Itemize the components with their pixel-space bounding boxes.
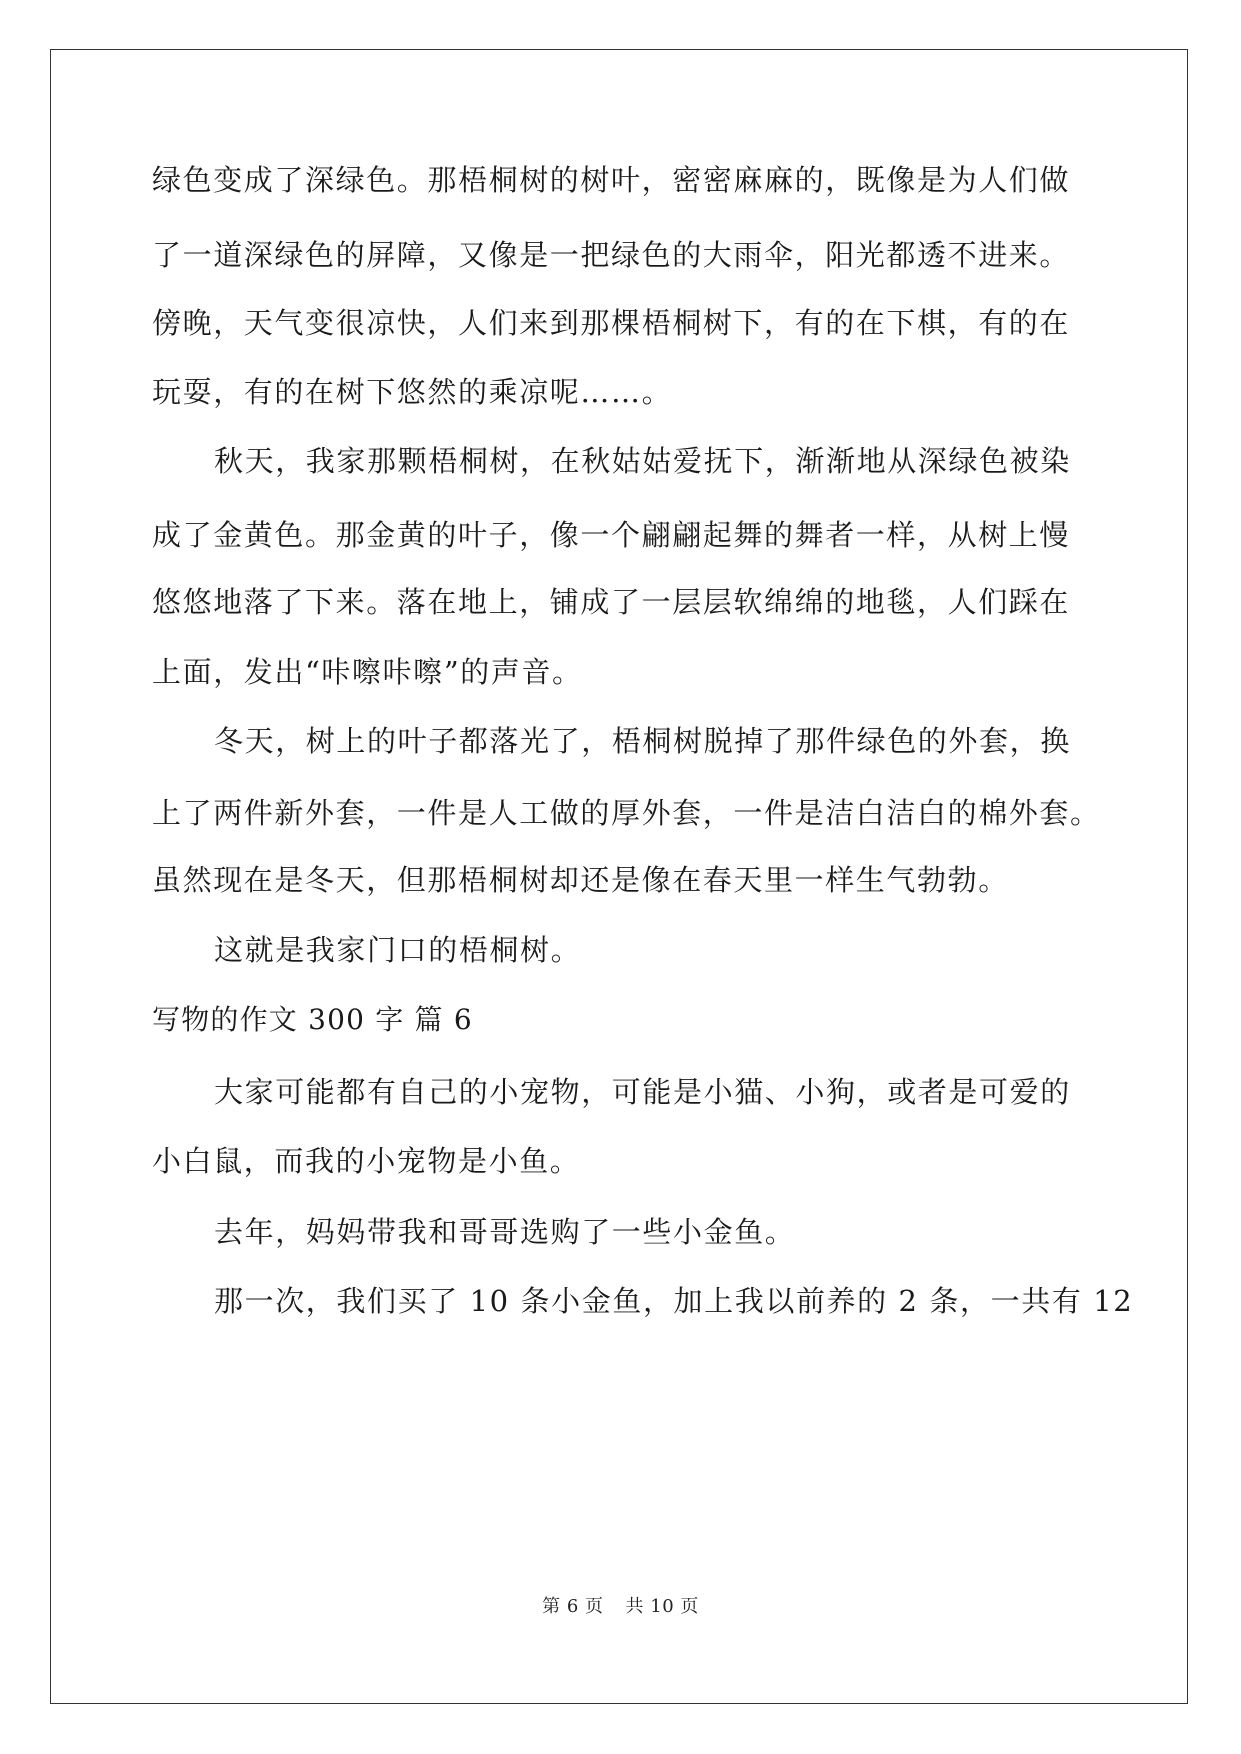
text-line: 虽然现在是冬天，但那梧桐树却还是像在春天里一样生气勃勃。 [152,863,1009,897]
text-line: 玩耍，有的在树下悠然的乘凉呢……。 [152,375,673,409]
text-line: 上面，发出“咔嚓咔嚓”的声音。 [152,655,583,689]
text-line: 成了金黄色。那金黄的叶子，像一个翩翩起舞的舞者一样，从树上慢 [152,518,1071,552]
text-line: 傍晚，天气变很凉快，人们来到那棵梧桐树下，有的在下棋，有的在 [152,306,1071,340]
text-line: 秋天，我家那颗梧桐树，在秋姑姑爱抚下，渐渐地从深绿色被染 [214,444,1071,478]
text-line: 上了两件新外套，一件是人工做的厚外套，一件是洁白洁白的棉外套。 [152,796,1101,830]
text-line: 这就是我家门口的梧桐树。 [214,933,582,967]
text-line: 悠悠地落了下来。落在地上，铺成了一层层软绵绵的地毯，人们踩在 [152,585,1071,619]
text-line: 绿色变成了深绿色。那梧桐树的树叶，密密麻麻的，既像是为人们做 [152,163,1071,197]
text-line: 冬天，树上的叶子都落光了，梧桐树脱掉了那件绿色的外套，换 [214,724,1071,758]
text-line: 那一次，我们买了 10 条小金鱼，加上我以前养的 2 条，一共有 12 [214,1284,1134,1318]
page-number: 第 6 页 [542,1596,604,1617]
text-line: 了一道深绿色的屏障，又像是一把绿色的大雨伞，阳光都透不进来。 [152,238,1071,272]
page-total: 共 10 页 [625,1596,699,1617]
text-line: 去年，妈妈带我和哥哥选购了一些小金鱼。 [214,1215,796,1249]
text-line: 小白鼠，而我的小宠物是小鱼。 [152,1144,581,1178]
text-line: 大家可能都有自己的小宠物，可能是小猫、小狗，或者是可爱的 [214,1075,1071,1109]
page-footer [0,1592,1241,1618]
section-heading: 写物的作文 300 字 篇 6 [152,1003,473,1036]
